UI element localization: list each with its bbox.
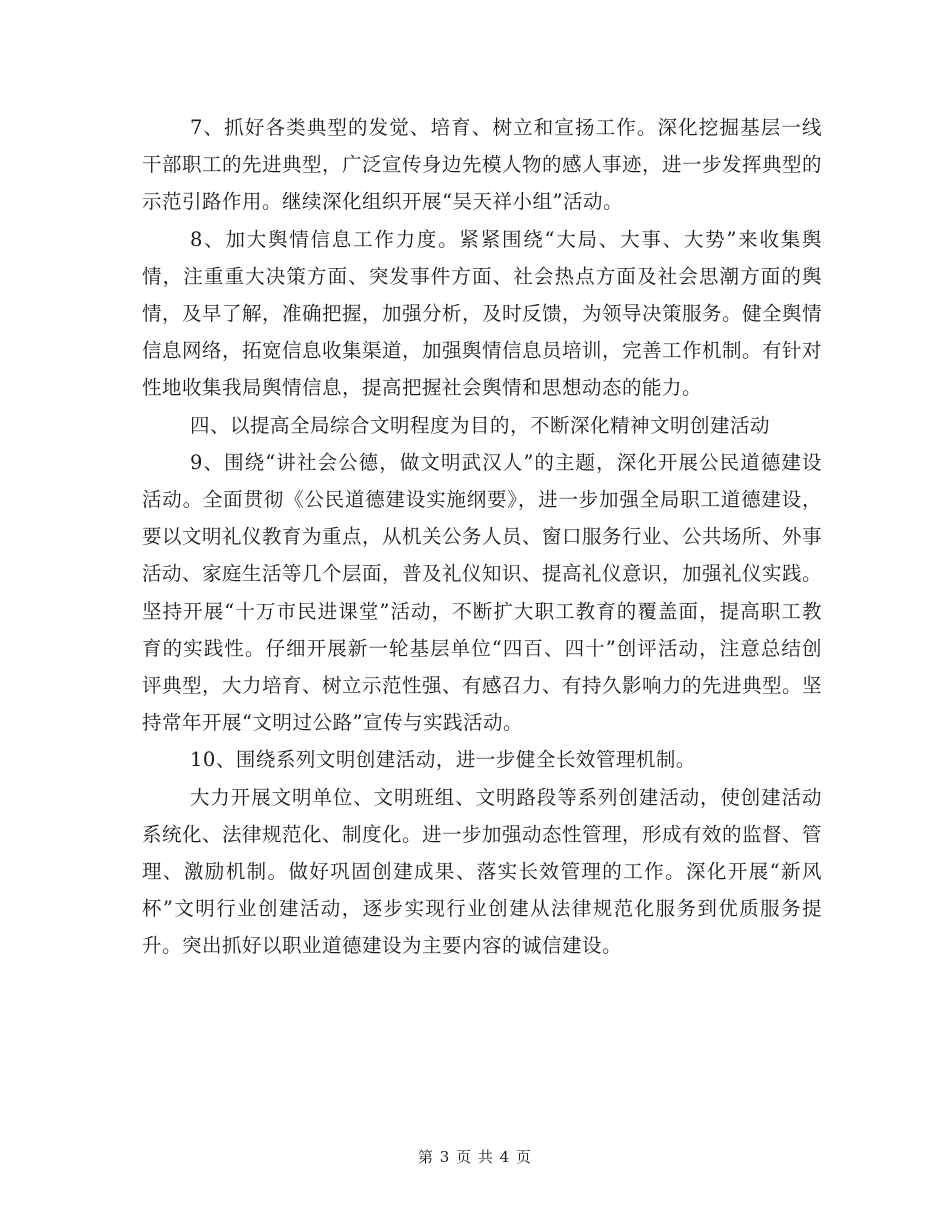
paragraph-item-10: 10、围绕系列文明创建活动，进一步健全长效管理机制。 (190, 748, 696, 772)
paragraph-item-9: 9、围绕“讲社会公德，做文明武汉人”的主题，深化开展公民道德建设活动。全面贯彻《公民道德建设实施纲要》，进一步加强全局职工道德建设，要以文明礼仪教育为重点，从机关公务人员、窗口服务行业、公共场所、外事活动、家庭生活等几个层面，普及礼仪知识、提高礼仪意识，加强礼仪实践。坚持开展“十万市民进课堂”活动，不断扩大职工教育的覆盖面，提高职工教育的实践性。仔细开展新一轮基层单位“四百、四十”创评活动，注意总结创评典型，大力培育、树立示范性强、有感召力、有持久影响力的先进典型。坚持常年开展“文明过公路”宣传与实践活动。 (142, 450, 823, 735)
section-heading-4: 四、以提高全局综合文明程度为目的，不断深化精神文明创建活动 (190, 413, 771, 437)
page-footer: 第 3 页 共 4 页 (418, 1148, 532, 1166)
paragraph-item-8: 8、加大舆情信息工作力度。紧紧围绕“大局、大事、大势”来收集舆情，注重重大决策方面、突发事件方面、社会热点方面及社会思潮方面的舆情，及早了解，准确把握，加强分析，及时反馈，为领导决策服务。健全舆情信息网络，拓宽信息收集渠道，加强舆情信息员培训，完善工作机制。有针对性地收集我局舆情信息，提高把握社会舆情和思想动态的能力。 (142, 227, 823, 400)
paragraph-item-10-detail: 大力开展文明单位、文明班组、文明路段等系列创建活动，使创建活动系统化、法律规范化、制度化。进一步加强动态性管理，形成有效的监督、管理、激励机制。做好巩固创建成果、落实长效管理的工作。深化开展“新风杯”文明行业创建活动，逐步实现行业创建从法律规范化服务到优质服务提升。突出抓好以职业道德建设为主要内容的诚信建设。 (142, 785, 823, 958)
paragraph-item-7: 7、抓好各类典型的发觉、培育、树立和宣扬工作。深化挖掘基层一线干部职工的先进典型，广泛宣传身边先模人物的感人事迹，进一步发挥典型的示范引路作用。继续深化组织开展“吴天祥小组”活动。 (142, 116, 823, 214)
document-body (142, 109, 822, 965)
